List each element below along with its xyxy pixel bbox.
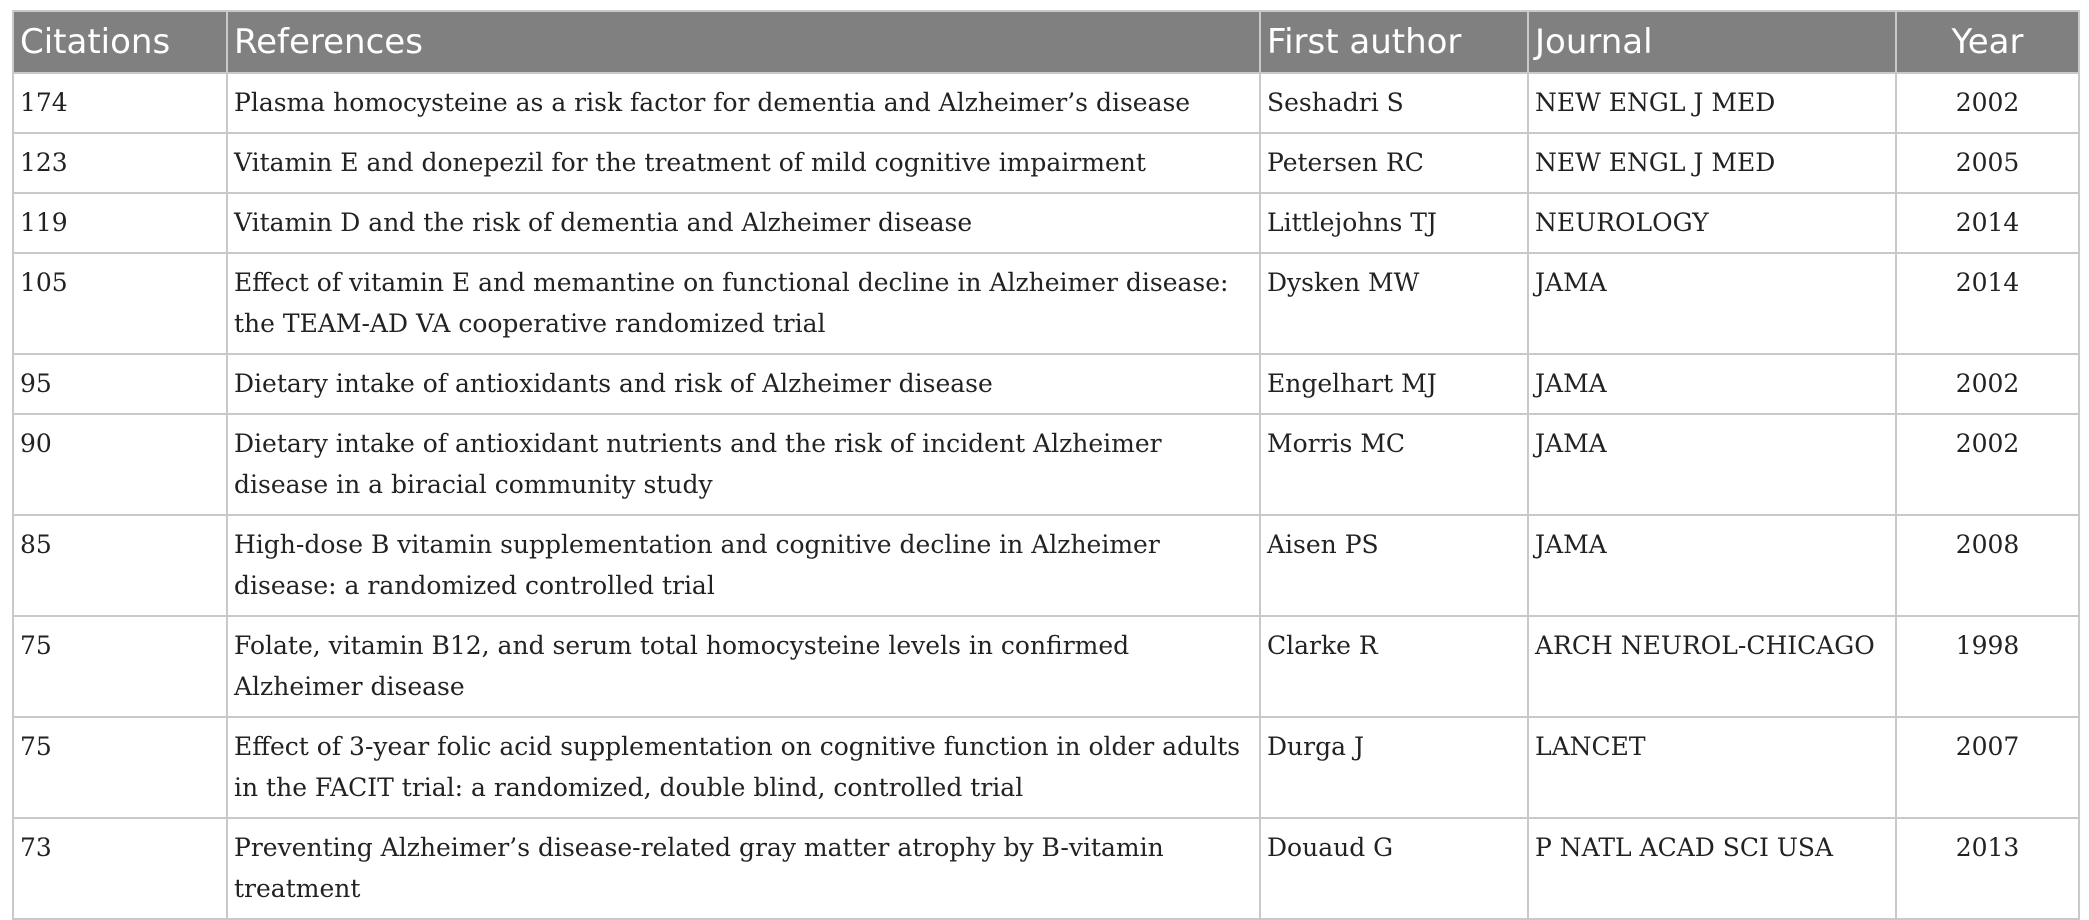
table-row xyxy=(13,818,2079,919)
cell-first-author: Aisen PS xyxy=(1260,515,1528,616)
cell-first-author: Petersen RC xyxy=(1260,133,1528,193)
cell-journal: JAMA xyxy=(1528,354,1896,414)
cell-year: 2013 xyxy=(1896,818,2079,919)
cell-citations: 73 xyxy=(13,818,227,919)
cell-journal: P NATL ACAD SCI USA xyxy=(1528,818,1896,919)
cell-journal: JAMA xyxy=(1528,414,1896,515)
cell-reference: Dietary intake of antioxidant nutrients and the risk of incident Alzheimer disease in a biracial community study xyxy=(227,414,1260,515)
cell-journal: NEW ENGL J MED xyxy=(1528,73,1896,133)
cell-year: 2014 xyxy=(1896,193,2079,253)
cell-year: 2002 xyxy=(1896,354,2079,414)
cell-reference: High-dose B vitamin supplementation and cognitive decline in Alzheimer disease: a randomized controlled trial xyxy=(227,515,1260,616)
table-row xyxy=(13,193,2079,253)
cell-reference: Vitamin D and the risk of dementia and Alzheimer disease xyxy=(227,193,1260,253)
cell-first-author: Clarke R xyxy=(1260,616,1528,717)
header-first-author: First author xyxy=(1260,11,1528,73)
cell-citations: 85 xyxy=(13,515,227,616)
cell-journal: NEUROLOGY xyxy=(1528,193,1896,253)
cell-citations: 119 xyxy=(13,193,227,253)
cell-reference: Dietary intake of antioxidants and risk of Alzheimer disease xyxy=(227,354,1260,414)
table-row xyxy=(13,414,2079,515)
cell-year: 2008 xyxy=(1896,515,2079,616)
cell-year: 2007 xyxy=(1896,717,2079,818)
citations-table-container xyxy=(12,10,2080,920)
cell-citations: 105 xyxy=(13,253,227,354)
cell-year: 2002 xyxy=(1896,73,2079,133)
cell-year: 2005 xyxy=(1896,133,2079,193)
cell-citations: 75 xyxy=(13,616,227,717)
cell-citations: 90 xyxy=(13,414,227,515)
cell-first-author: Engelhart MJ xyxy=(1260,354,1528,414)
cell-first-author: Morris MC xyxy=(1260,414,1528,515)
cell-journal: JAMA xyxy=(1528,515,1896,616)
header-journal: Journal xyxy=(1528,11,1896,73)
cell-first-author: Littlejohns TJ xyxy=(1260,193,1528,253)
cell-first-author: Douaud G xyxy=(1260,818,1528,919)
header-row xyxy=(13,11,2079,73)
cell-journal: JAMA xyxy=(1528,253,1896,354)
cell-reference: Folate, vitamin B12, and serum total homocysteine levels in confirmed Alzheimer disease xyxy=(227,616,1260,717)
table-row xyxy=(13,133,2079,193)
table-row xyxy=(13,73,2079,133)
cell-citations: 123 xyxy=(13,133,227,193)
cell-journal: ARCH NEUROL-CHICAGO xyxy=(1528,616,1896,717)
cell-journal: LANCET xyxy=(1528,717,1896,818)
citations-table xyxy=(12,10,2080,920)
table-row xyxy=(13,253,2079,354)
cell-year: 2002 xyxy=(1896,414,2079,515)
table-body xyxy=(13,73,2079,919)
cell-citations: 75 xyxy=(13,717,227,818)
cell-year: 1998 xyxy=(1896,616,2079,717)
cell-reference: Preventing Alzheimer’s disease-related gray matter atrophy by B-vitamin treatment xyxy=(227,818,1260,919)
cell-first-author: Seshadri S xyxy=(1260,73,1528,133)
cell-first-author: Dysken MW xyxy=(1260,253,1528,354)
table-row xyxy=(13,354,2079,414)
table-row xyxy=(13,515,2079,616)
cell-reference: Effect of 3-year folic acid supplementation on cognitive function in older adults in the FACIT trial: a randomized, double blind, controlled trial xyxy=(227,717,1260,818)
table-header xyxy=(13,11,2079,73)
cell-citations: 95 xyxy=(13,354,227,414)
cell-first-author: Durga J xyxy=(1260,717,1528,818)
header-references: References xyxy=(227,11,1260,73)
table-row xyxy=(13,616,2079,717)
header-citations: Citations xyxy=(13,11,227,73)
header-year: Year xyxy=(1896,11,2079,73)
cell-reference: Plasma homocysteine as a risk factor for dementia and Alzheimer’s disease xyxy=(227,73,1260,133)
cell-citations: 174 xyxy=(13,73,227,133)
cell-year: 2014 xyxy=(1896,253,2079,354)
table-row xyxy=(13,717,2079,818)
cell-journal: NEW ENGL J MED xyxy=(1528,133,1896,193)
cell-reference: Effect of vitamin E and memantine on functional decline in Alzheimer disease: the TEAM-AD VA cooperative randomized trial xyxy=(227,253,1260,354)
cell-reference: Vitamin E and donepezil for the treatment of mild cognitive impairment xyxy=(227,133,1260,193)
